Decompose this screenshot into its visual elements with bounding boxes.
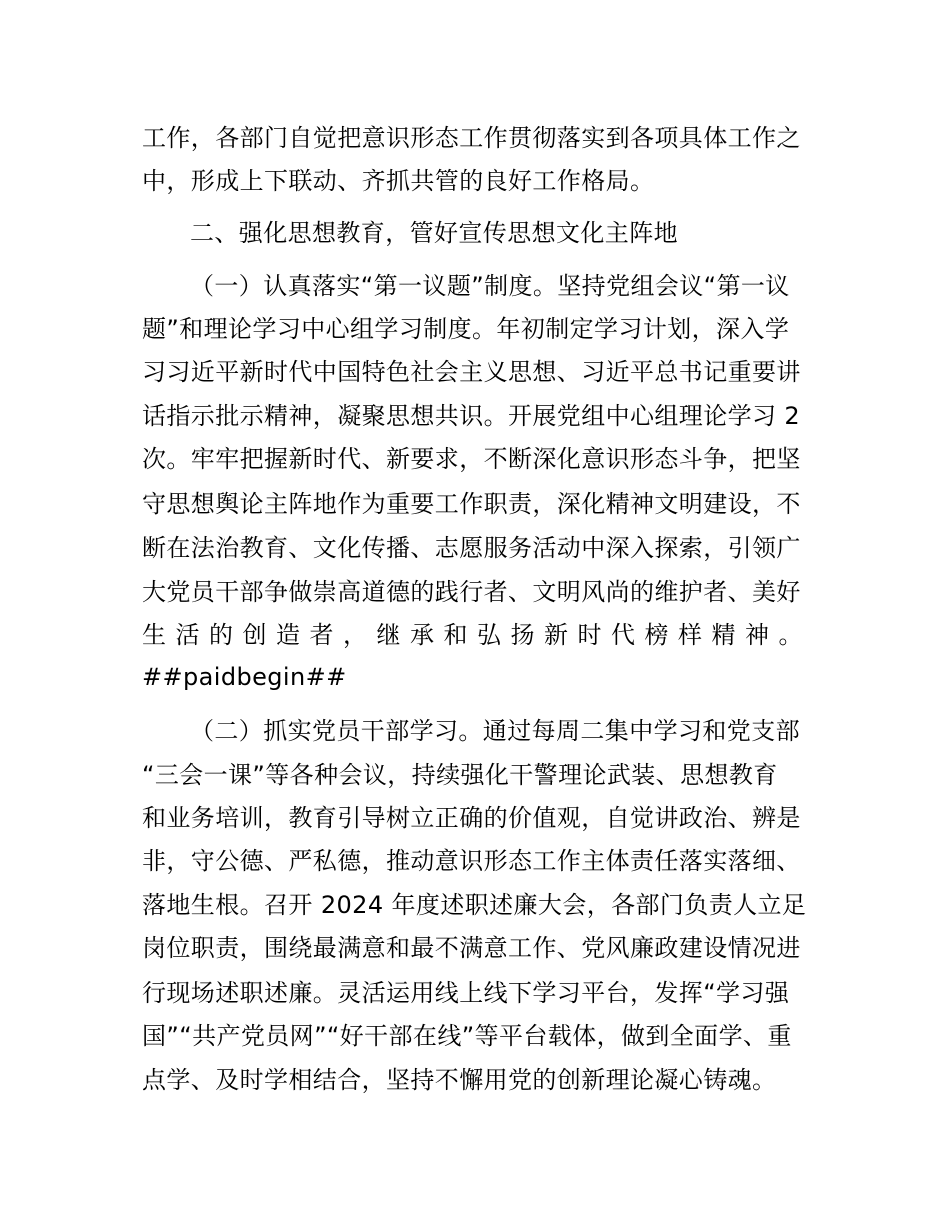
paragraph-line: 断在法治教育、文化传播、志愿服务活动中深入探索，引领广 xyxy=(142,534,801,562)
paragraph-line: 非，守公德、严私德，推动意识形态工作主体责任落实落细、 xyxy=(142,847,801,875)
paragraph-line: 和业务培训，教育引导树立正确的价值观，自觉讲政治、辨是 xyxy=(142,804,801,832)
paragraph-line: 行现场述职述廉。灵活运用线上线下学习平台，发挥“学习强 xyxy=(142,979,790,1007)
paragraph-line: （一）认真落实“第一议题”制度。坚持党组会议“第一议 xyxy=(190,272,790,300)
paragraph-line: 题”和理论学习中心组学习制度。年初制定学习计划，深入学 xyxy=(142,315,790,343)
paragraph-intro-line: 工作，各部门自觉把意识形态工作贯彻落实到各项具体工作之 xyxy=(142,124,801,152)
paragraph-intro-line: 中，形成上下联动、齐抓共管的良好工作格局。 xyxy=(142,167,655,195)
section-heading: 二、强化思想教育，管好宣传思想文化主阵地 xyxy=(190,219,678,247)
paragraph-line: 生活的创造者，继承和弘扬新时代榜样精神。 xyxy=(142,621,812,649)
paragraph-line: 落地生根。召开 2024 年度述职述廉大会，各部门负责人立足 xyxy=(142,891,807,919)
paragraph-line: 点学、及时学相结合，坚持不懈用党的创新理论凝心铸魂。 xyxy=(142,1066,777,1094)
paragraph-line: 守思想舆论主阵地作为重要工作职责，深化精神文明建设，不 xyxy=(142,490,801,518)
paragraph-line: “三会一课”等各种会议，持续强化干警理论武装、思想教育 xyxy=(142,761,778,789)
paragraph-line: 国”“共产党员网”“好干部在线”等平台载体，做到全面学、重 xyxy=(142,1022,792,1050)
paragraph-line: 大党员干部争做崇高道德的践行者、文明风尚的维护者、美好 xyxy=(142,578,801,606)
paragraph-line: （二）抓实党员干部学习。通过每周二集中学习和党支部 xyxy=(190,717,800,745)
paragraph-line: 次。牢牢把握新时代、新要求，不断深化意识形态斗争，把坚 xyxy=(142,445,801,473)
paragraph-line: 话指示批示精神，凝聚思想共识。开展党组中心组理论学习 2 xyxy=(142,402,801,430)
paid-begin-marker: ##paidbegin## xyxy=(142,663,347,691)
paragraph-line: 岗位职责，围绕最满意和最不满意工作、党风廉政建设情况进 xyxy=(142,934,801,962)
paragraph-line: 习习近平新时代中国特色社会主义思想、习近平总书记重要讲 xyxy=(142,358,801,386)
